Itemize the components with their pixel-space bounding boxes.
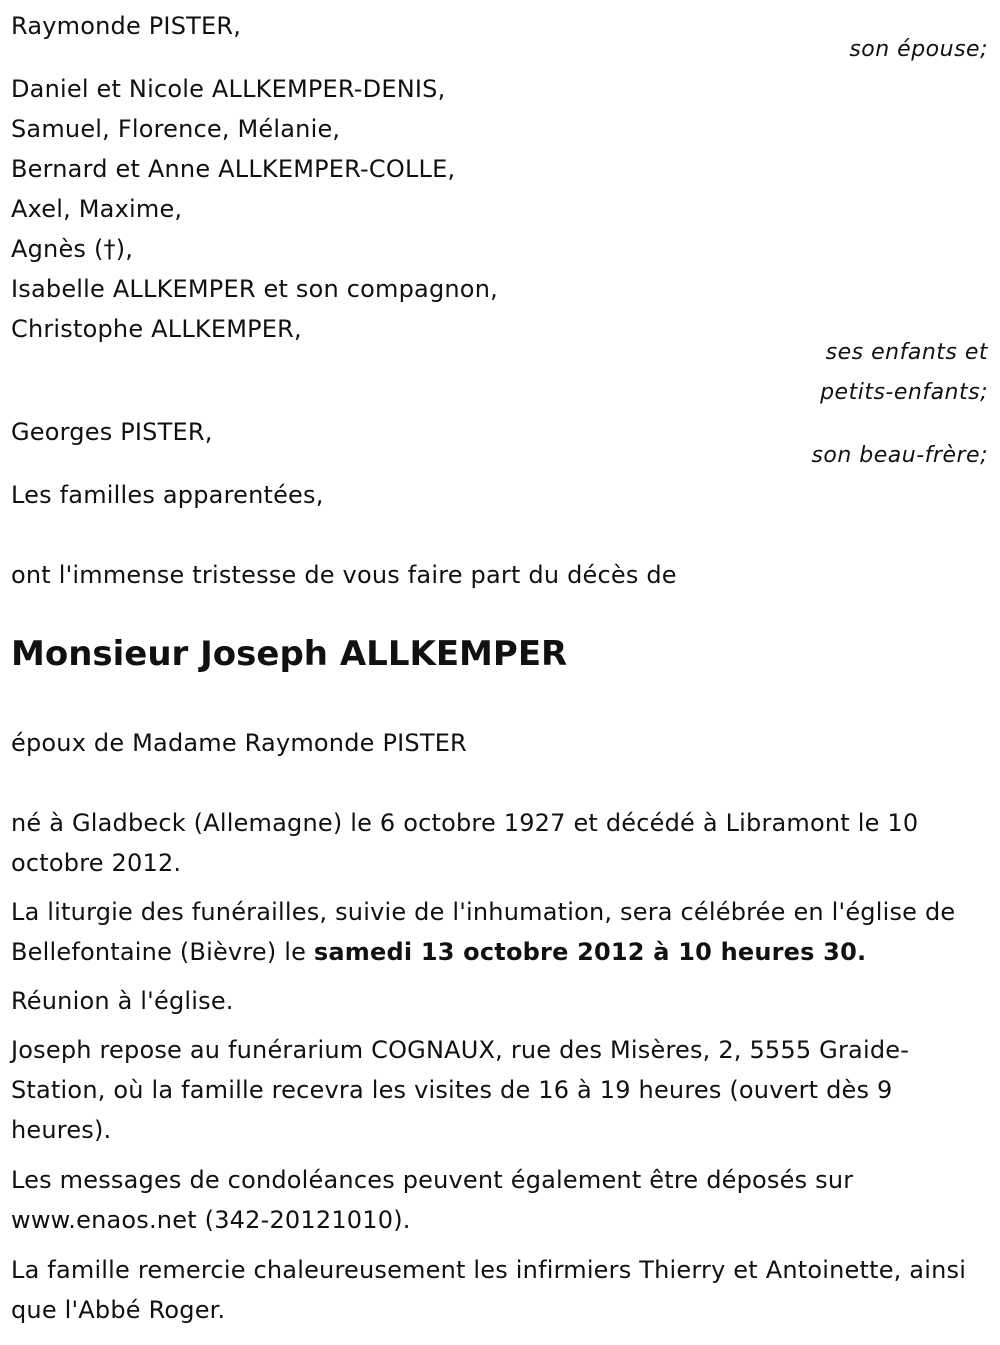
children-role-line2: petits-enfants; xyxy=(820,380,988,405)
related-families: Les familles apparentées, xyxy=(11,481,324,509)
child-line: Samuel, Florence, Mélanie, xyxy=(11,115,341,143)
child-line: Christophe ALLKEMPER, xyxy=(11,315,302,343)
spouse-role: son épouse; xyxy=(849,37,988,62)
liturgy-text: La liturgie des funérailles, suivie de l'inhumation, sera célébrée en l'église de Bellefontaine (Bièvre) le xyxy=(11,898,956,966)
child-line: Isabelle ALLKEMPER et son compagnon, xyxy=(11,275,498,303)
liturgy-paragraph xyxy=(11,892,996,972)
announcement-intro: ont l'immense tristesse de vous faire part du décès de xyxy=(11,561,677,589)
spouse-of: époux de Madame Raymonde PISTER xyxy=(11,729,467,757)
child-line: Agnès (†), xyxy=(11,235,134,263)
meeting-paragraph: Réunion à l'église. xyxy=(11,987,234,1015)
repose-paragraph: Joseph repose au funérarium COGNAUX, rue des Misères, 2, 5555 Graide-Station, où la famille recevra les visites de 16 à 19 heures (ouvert dès 9 heures). xyxy=(11,1036,910,1144)
liturgy-date: samedi 13 octobre 2012 à 10 heures 30. xyxy=(313,938,867,966)
child-line: Axel, Maxime, xyxy=(11,195,183,223)
child-line: Daniel et Nicole ALLKEMPER-DENIS, xyxy=(11,75,446,103)
deceased-name: Monsieur Joseph ALLKEMPER xyxy=(11,634,568,674)
birth-death-paragraph: né à Gladbeck (Allemagne) le 6 octobre 1927 et décédé à Libramont le 10 octobre 2012. xyxy=(11,809,919,877)
child-line: Bernard et Anne ALLKEMPER-COLLE, xyxy=(11,155,456,183)
thanks-paragraph: La famille remercie chaleureusement les infirmiers Thierry et Antoinette, ainsi que l'Abbé Roger. xyxy=(11,1256,967,1324)
spouse-name: Raymonde PISTER, xyxy=(11,12,242,40)
brother-in-law-role: son beau-frère; xyxy=(811,443,988,468)
children-role-line1: ses enfants et xyxy=(825,340,988,365)
brother-in-law-name: Georges PISTER, xyxy=(11,418,213,446)
condolences-paragraph: Les messages de condoléances peuvent également être déposés sur www.enaos.net (342-20121010). xyxy=(11,1166,854,1234)
